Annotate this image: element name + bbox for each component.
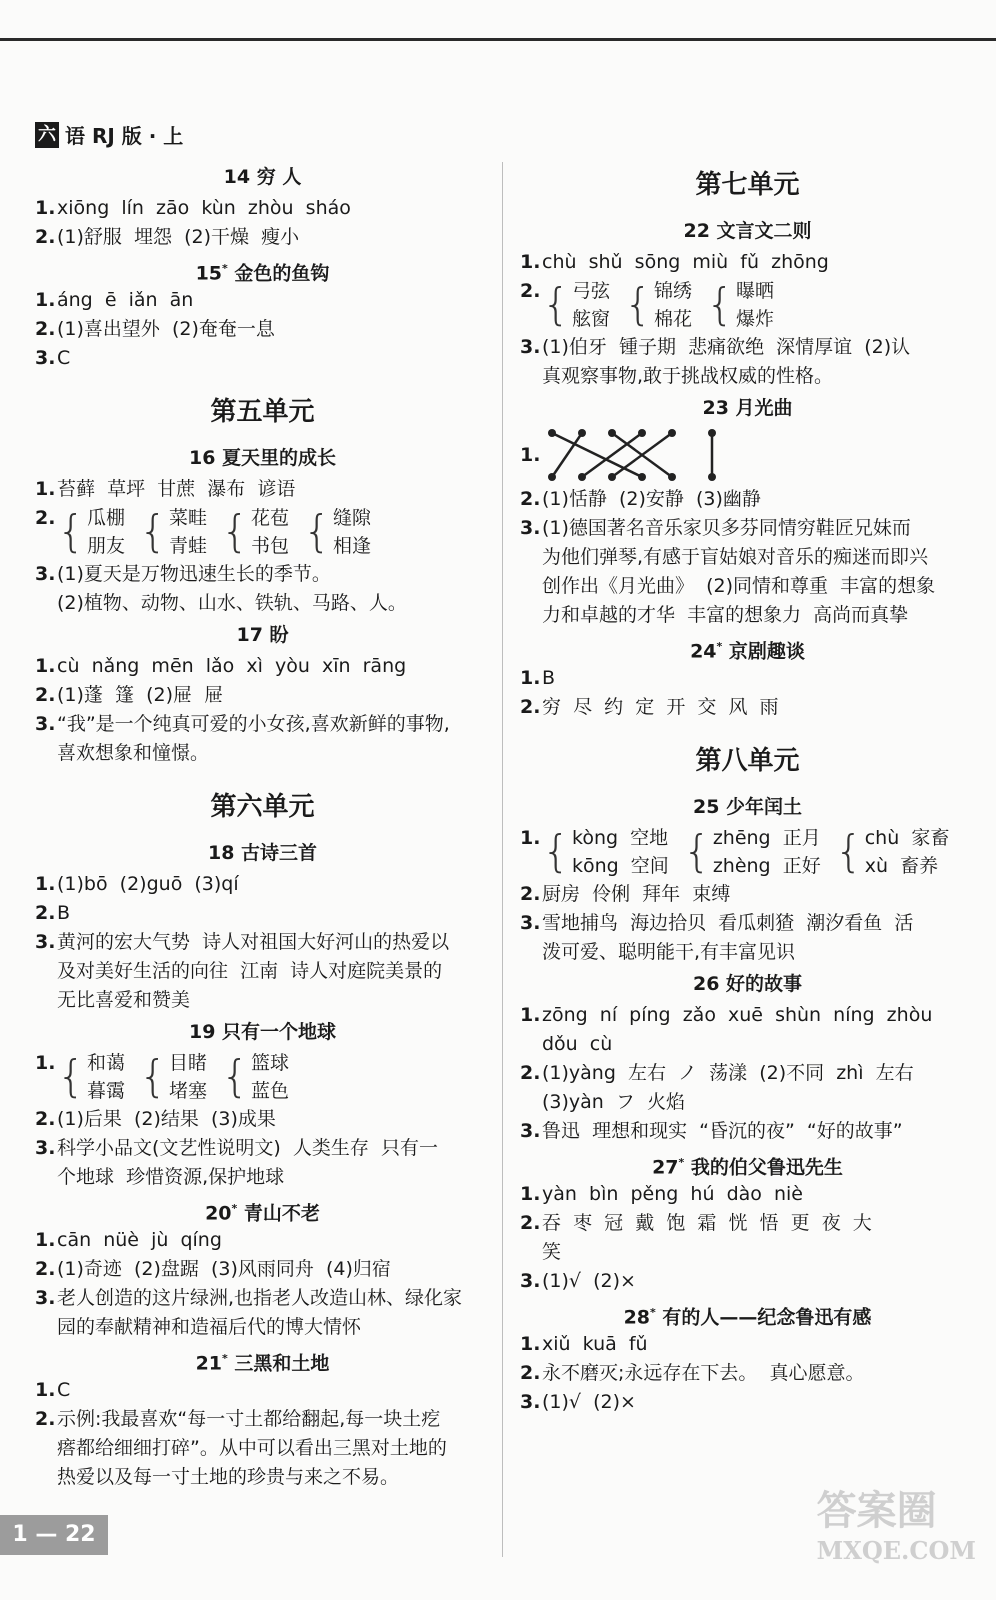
page-header (35, 120, 183, 149)
word: 相逢 (333, 535, 372, 557)
answer-text: (1)夏天是万物迅速生长的季节。 (57, 563, 331, 585)
answer-text: 鲁迅 理想和现实 “昏沉的夜” “好的故事” (542, 1120, 903, 1142)
answer-text: (1)喜出望外 (2)奄奄一息 (57, 318, 275, 340)
lesson-title: 14 穷 人 (223, 166, 302, 188)
question-number: 2. (35, 1258, 56, 1280)
match-dot (578, 473, 586, 481)
word: 弓弦 (572, 280, 611, 302)
question-number: 2. (520, 488, 541, 510)
lesson-title: 19 只有一个地球 (188, 1021, 337, 1043)
question-number: 1. (520, 1333, 541, 1355)
lesson-name: 有的人——纪念鲁迅有感 (655, 1306, 872, 1329)
match-dot (578, 429, 586, 437)
answer-text: zōng ní píng zǎo xuē shùn níng zhòu (542, 1004, 933, 1026)
word: 篮球 (251, 1052, 290, 1074)
lesson-name: 金色的鱼钩 (227, 262, 330, 285)
word: chù 家畜 (864, 827, 950, 849)
word: zhèng 正好 (712, 855, 821, 877)
lesson-title: 22 文言文二则 (683, 220, 812, 242)
lesson-number: 28 (623, 1306, 651, 1329)
question-number: 3. (520, 1120, 541, 1142)
question-number: 2. (520, 1212, 541, 1234)
answer-text: 穷 尽 约 定 开 交 风 雨 (542, 696, 779, 718)
brace: { (221, 506, 250, 557)
word-pair (139, 504, 207, 560)
lesson-number: 27 (652, 1156, 679, 1179)
lesson-title: 18 古诗三首 (207, 842, 318, 864)
word: 花苞 (251, 507, 290, 529)
lesson-name: 青山不老 (237, 1202, 320, 1225)
question (520, 1388, 975, 1417)
question-number: 3. (35, 347, 56, 369)
match-dot (608, 429, 616, 437)
top-rule (0, 38, 996, 41)
question-number: 2. (35, 507, 56, 529)
lesson-title (520, 1148, 975, 1178)
answer-continuation: 为他们弹琴,有感于盲姑娘对音乐的痴迷而即兴 (542, 546, 929, 568)
word: 和蔼 (87, 1052, 126, 1074)
match-dot (638, 429, 646, 437)
question-number: 1. (35, 1379, 56, 1401)
question (35, 1226, 490, 1255)
question (35, 1255, 490, 1284)
answer-text: (1)恬静 (2)安静 (3)幽静 (542, 488, 761, 510)
question-number: 1. (35, 1052, 56, 1074)
right-column (520, 160, 975, 1417)
lesson-name: 京剧趣谈 (722, 640, 805, 663)
edition-title: 语 RJ 版 · 上 (65, 124, 184, 148)
lesson-title: 16 夏天里的成长 (188, 447, 337, 469)
question-number: 3. (35, 713, 56, 735)
word: 朋友 (87, 535, 126, 557)
word-pair (683, 824, 821, 880)
answer-text: B (542, 667, 556, 689)
watermark-logo (817, 1479, 976, 1565)
answer-text: xiōng lín zāo kùn zhòu sháo (57, 197, 351, 219)
answer-continuation: 喜欢想象和憧憬。 (57, 742, 210, 764)
answer-text: (1)yàng 左右 ノ 荡漾 (2)不同 zhì 左右 (542, 1062, 914, 1084)
brace: { (624, 279, 653, 330)
lesson-title (520, 632, 975, 662)
question-number: 3. (520, 1270, 541, 1292)
answer-continuation: 无比喜爱和赞美 (57, 989, 191, 1011)
question (35, 710, 490, 739)
question (35, 475, 490, 504)
answer-text: (1)后果 (2)结果 (3)成果 (57, 1108, 276, 1130)
brace: { (139, 506, 168, 557)
question (520, 248, 975, 277)
question (35, 286, 490, 315)
question (520, 880, 975, 909)
answer-text: 吞 枣 冠 戴 饱 霜 恍 悟 更 夜 大 (542, 1212, 872, 1234)
word: 蓝色 (251, 1080, 290, 1102)
lesson-number: 15 (195, 262, 223, 285)
question-number: 2. (35, 1108, 56, 1130)
question-number: 2. (520, 1062, 541, 1084)
word: 瓜棚 (87, 507, 126, 529)
answer-text: (1)√ (2)× (542, 1391, 636, 1413)
word-pair (542, 824, 669, 880)
lesson-title (35, 1344, 490, 1374)
brace: { (57, 506, 85, 557)
question (520, 664, 975, 693)
answer-continuation: 力和卓越的才华 丰富的想象力 高尚而真挚 (542, 604, 909, 626)
answer-text: 厨房 伶俐 拜年 束缚 (542, 883, 731, 905)
unit-heading: 第七单元 (695, 170, 800, 200)
left-column (35, 160, 490, 1492)
answer-text: cān nüè jù qíng (57, 1229, 222, 1251)
question (520, 277, 975, 333)
question (35, 315, 490, 344)
question-number: 3. (520, 912, 541, 934)
question (35, 870, 490, 899)
question-number: 2. (35, 684, 56, 706)
question-number: 1. (520, 251, 541, 273)
brace: { (221, 1051, 250, 1102)
word-pair (139, 1049, 207, 1105)
match-dot (548, 473, 556, 481)
question (35, 223, 490, 252)
unit-heading: 第八单元 (695, 746, 800, 776)
grade-badge: 六 (35, 122, 59, 148)
answer-continuation: (3)yàn フ 火焰 (542, 1091, 686, 1113)
question (520, 1267, 975, 1296)
answer-text: (1)bō (2)guō (3)qí (57, 873, 239, 895)
question (35, 1049, 490, 1105)
question-number: 1. (520, 1183, 541, 1205)
question-number: 2. (35, 226, 56, 248)
brace: { (834, 826, 863, 877)
question-number: 2. (520, 883, 541, 905)
question-number: 1. (520, 827, 541, 849)
question (520, 1330, 975, 1359)
brace: { (303, 506, 332, 557)
optional-star: * (716, 640, 723, 653)
question-number: 2. (520, 1362, 541, 1384)
answer-continuation: 创作出《月光曲》 (2)同情和尊重 丰富的想象 (542, 575, 936, 597)
answer-text: (1)舒服 埋怨 (2)干燥 瘦小 (57, 226, 300, 248)
answer-text: cù nǎng mēn lǎo xì yòu xīn rāng (57, 655, 407, 677)
brace: { (542, 279, 570, 330)
match-dot (668, 429, 676, 437)
question-number: 2. (35, 902, 56, 924)
word: 书包 (251, 535, 290, 557)
word: xù 畜养 (864, 855, 939, 877)
answer-text: C (57, 347, 71, 369)
question-number: 2. (520, 696, 541, 718)
matching-lines-diagram (542, 425, 722, 485)
word-pair (624, 277, 692, 333)
page-number: 1 — 22 (0, 1515, 108, 1555)
answer-continuation: dǒu cù (542, 1033, 613, 1055)
question (520, 485, 975, 514)
word: 菜畦 (169, 507, 208, 529)
lesson-name: 我的伯父鲁迅先生 (684, 1156, 843, 1179)
question (520, 333, 975, 362)
question-number: 1. (35, 873, 56, 895)
question (35, 344, 490, 373)
lesson-number: 21 (195, 1352, 223, 1375)
word: 棉花 (654, 308, 693, 330)
match-dot (708, 429, 716, 437)
question-number: 1. (520, 443, 541, 466)
question (520, 1059, 975, 1088)
brace: { (57, 1051, 85, 1102)
question (520, 1359, 975, 1388)
optional-star: * (231, 1202, 238, 1215)
answer-text: (1)蓬 篷 (2)屉 屉 (57, 684, 224, 706)
question-number: 3. (35, 563, 56, 585)
answer-continuation: 泼可爱、聪明能干,有丰富见识 (542, 941, 796, 963)
word-pair (57, 1049, 125, 1105)
answer-text: 永不磨灭;永远存在下去。 真心愿意。 (542, 1362, 865, 1384)
answer-continuation: 园的奉献精神和造福后代的博大情怀 (57, 1316, 362, 1338)
word: 缝隙 (333, 507, 372, 529)
question-number: 2. (520, 280, 541, 302)
answer-text: C (57, 1379, 71, 1401)
question (35, 652, 490, 681)
word: kòng 空地 (572, 827, 669, 849)
word: 爆炸 (736, 308, 775, 330)
answer-text: (1)伯牙 锺子期 悲痛欲绝 深情厚谊 (2)认 (542, 336, 911, 358)
word-pair (221, 1049, 289, 1105)
question (520, 909, 975, 938)
match-dot (668, 473, 676, 481)
question-number: 1. (35, 289, 56, 311)
question (35, 194, 490, 223)
answer-text: áng ē iǎn ān (57, 289, 194, 311)
match-dot (638, 473, 646, 481)
question-number: 1. (520, 667, 541, 689)
question (35, 1105, 490, 1134)
lesson-title: 23 月光曲 (702, 397, 793, 419)
lesson-title: 17 盼 (236, 624, 289, 646)
question-number: 3. (520, 517, 541, 539)
answer-continuation: (2)植物、动物、山水、铁轨、马路、人。 (57, 592, 407, 614)
question-number: 3. (35, 1287, 56, 1309)
answer-text: 科学小品文(文艺性说明文) 人类生存 只有一 (57, 1137, 438, 1159)
word: zhēng 正月 (712, 827, 821, 849)
word-pair-group (57, 1049, 303, 1105)
brace: { (139, 1051, 168, 1102)
match-line (582, 433, 642, 477)
question (35, 1284, 490, 1313)
lesson-number: 20 (205, 1202, 232, 1225)
answer-continuation: 热爱以及每一寸土地的珍贵与来之不易。 (57, 1466, 400, 1488)
question-number: 1. (35, 478, 56, 500)
question (35, 560, 490, 589)
question (35, 1405, 490, 1434)
match-dot (548, 429, 556, 437)
question-number: 1. (520, 1004, 541, 1026)
word-pair (835, 824, 950, 880)
question-number: 3. (35, 1137, 56, 1159)
question (35, 899, 490, 928)
lesson-title: 25 少年闰土 (692, 796, 803, 818)
lesson-title: 26 好的故事 (692, 973, 803, 995)
question-number: 1. (35, 1229, 56, 1251)
question (520, 425, 975, 485)
question (35, 928, 490, 957)
word-pair (706, 277, 774, 333)
unit-heading: 第五单元 (210, 397, 315, 427)
optional-star: * (678, 1156, 685, 1169)
question (35, 1376, 490, 1405)
word: 曝晒 (736, 280, 775, 302)
optional-star: * (222, 262, 228, 275)
question-number: 1. (35, 197, 56, 219)
question-number: 1. (35, 655, 56, 677)
question (520, 514, 975, 543)
lesson-name: 三黑和土地 (227, 1352, 330, 1375)
unit-heading: 第六单元 (210, 792, 315, 822)
answer-text: yàn bìn pěng hú dào niè (542, 1183, 803, 1205)
answer-text: 雪地捕鸟 海边拾贝 看瓜刺猹 潮汐看鱼 活 (542, 912, 914, 934)
answer-continuation: 及对美好生活的向往 江南 诗人对庭院美景的 (57, 960, 443, 982)
word: 青蛙 (169, 535, 208, 557)
question (520, 824, 975, 880)
word-pair (542, 277, 610, 333)
question-number: 3. (520, 336, 541, 358)
optional-star: * (650, 1306, 656, 1319)
question (520, 1180, 975, 1209)
word: 堵塞 (169, 1080, 208, 1102)
watermark-url: MXQE.COM (816, 1536, 976, 1565)
column-divider (502, 162, 503, 1557)
lesson-number: 24 (690, 640, 717, 663)
brace: { (542, 826, 570, 877)
brace: { (706, 279, 735, 330)
lesson-title (520, 1298, 975, 1328)
answer-text: 示例:我最喜欢“每一寸土都给翻起,每一块土疙 (57, 1408, 441, 1430)
question (520, 1209, 975, 1238)
match-dot (708, 473, 716, 481)
question-number: 2. (35, 1408, 56, 1430)
question (520, 1117, 975, 1146)
answer-continuation: 个地球 珍惜资源,保护地球 (57, 1166, 285, 1188)
word-pair-group (542, 824, 963, 880)
word: kōng 空间 (572, 855, 669, 877)
question-number: 3. (520, 1391, 541, 1413)
question (35, 1134, 490, 1163)
answer-text: (1)√ (2)× (542, 1270, 636, 1292)
answer-text: 老人创造的这片绿洲,也指老人改造山林、绿化家 (57, 1287, 463, 1309)
word: 目睹 (169, 1052, 208, 1074)
question (520, 693, 975, 722)
question (35, 681, 490, 710)
question (520, 1001, 975, 1030)
answer-text: chù shǔ sōng miù fǔ zhōng (542, 251, 829, 273)
word-pair-group (57, 504, 385, 560)
watermark-text: 答案圈 (816, 1487, 937, 1534)
word: 暮霭 (87, 1080, 126, 1102)
question (35, 504, 490, 560)
question-number: 2. (35, 318, 56, 340)
answer-text: (1)德国著名音乐家贝多芬同情穷鞋匠兄妹而 (542, 517, 911, 539)
answer-text: 苔藓 草坪 甘蔗 瀑布 谚语 (57, 478, 296, 500)
lesson-title (35, 254, 490, 284)
optional-star: * (222, 1352, 228, 1365)
lesson-title (35, 1194, 490, 1224)
answer-continuation: 笑 (542, 1241, 562, 1263)
match-dot (608, 473, 616, 481)
word-pair-group (542, 277, 788, 333)
word-pair (221, 504, 289, 560)
word: 锦绣 (654, 280, 693, 302)
answer-text: 黄河的宏大气势 诗人对祖国大好河山的热爱以 (57, 931, 450, 953)
answer-text: (1)奇迹 (2)盘踞 (3)风雨同舟 (4)归宿 (57, 1258, 391, 1280)
answer-text: xiǔ kuā fǔ (542, 1333, 648, 1355)
brace: { (682, 826, 711, 877)
question-number: 3. (35, 931, 56, 953)
word: 舷窗 (572, 308, 611, 330)
answer-text: “我”是一个纯真可爱的小女孩,喜欢新鲜的事物, (57, 713, 450, 735)
word-pair (57, 504, 125, 560)
word-pair (303, 504, 371, 560)
answer-continuation: 瘩都给细细打碎”。从中可以看出三黑对土地的 (57, 1437, 447, 1459)
answer-continuation: 真观察事物,敢于挑战权威的性格。 (542, 365, 834, 387)
answer-text: B (57, 902, 71, 924)
